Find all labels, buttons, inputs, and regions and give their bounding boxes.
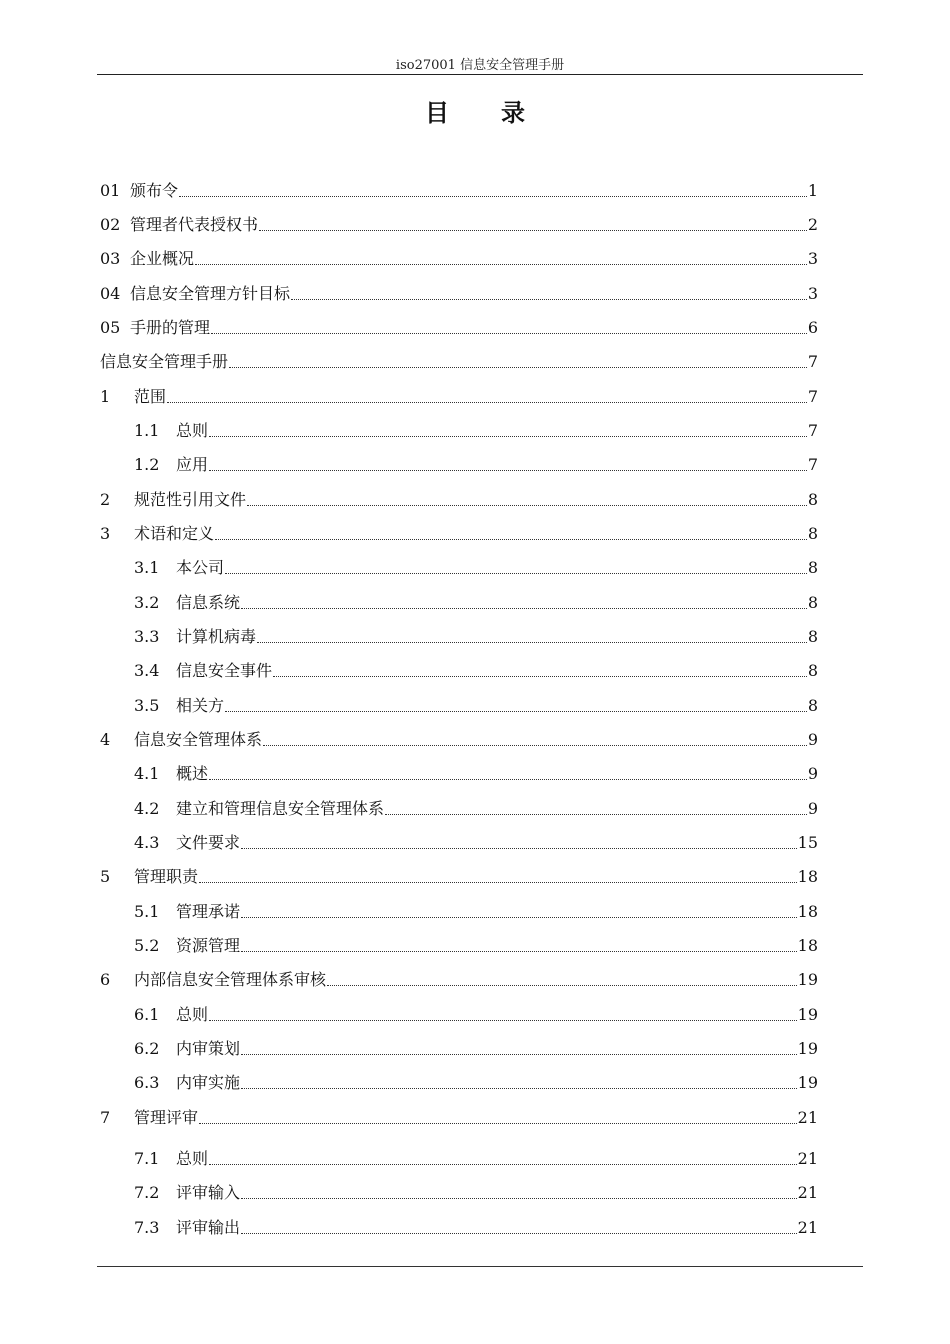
- toc-entry-number: 7.1: [134, 1149, 160, 1168]
- toc-entry-number: 5: [100, 867, 111, 886]
- toc-entry[interactable]: [100, 556, 818, 580]
- toc-entry-label: [134, 934, 240, 958]
- toc-entry-title: 信息系统: [176, 593, 241, 612]
- toc-entry-page: 8: [807, 661, 818, 680]
- toc-entry-label: [100, 282, 290, 306]
- toc-entry-title: 总则: [176, 1005, 209, 1024]
- toc-entry-page: 7: [807, 352, 818, 371]
- dot-leader: [225, 573, 807, 574]
- toc-entry[interactable]: [100, 591, 818, 615]
- dot-leader: [179, 196, 807, 197]
- toc-entry-title: 企业概况: [130, 249, 195, 268]
- toc-entry-page: 21: [797, 1183, 818, 1202]
- toc-entry[interactable]: [100, 1071, 818, 1095]
- toc-entry-number: 3.5: [134, 696, 160, 715]
- dot-leader: [167, 402, 807, 403]
- toc-entry[interactable]: [100, 247, 818, 271]
- toc-entry-title: 信息安全事件: [176, 661, 273, 680]
- toc-entry-page: 8: [807, 524, 818, 543]
- toc-entry-title: 内审实施: [176, 1073, 241, 1092]
- toc-entry[interactable]: [100, 1003, 818, 1027]
- dot-leader: [215, 539, 807, 540]
- toc-entry[interactable]: [100, 316, 818, 340]
- dot-leader: [257, 642, 807, 643]
- dot-leader: [263, 745, 807, 746]
- toc-entry[interactable]: [100, 865, 818, 889]
- toc-entry-number: 03: [100, 249, 121, 268]
- toc-entry-page: 8: [807, 490, 818, 509]
- toc-entry-title: 手册的管理: [130, 318, 211, 337]
- toc-entry-number: 04: [100, 284, 121, 303]
- toc-entry-page: 21: [797, 1108, 818, 1127]
- toc-entry-title: 建立和管理信息安全管理体系: [176, 799, 385, 818]
- toc-entry-number: 4: [100, 730, 111, 749]
- toc-entry[interactable]: [100, 213, 818, 237]
- toc-entry[interactable]: [100, 968, 818, 992]
- dot-leader: [241, 1088, 797, 1089]
- toc-entry-title: 相关方: [176, 696, 225, 715]
- toc-entry-label: [100, 179, 178, 203]
- toc-entry-page: 18: [797, 936, 818, 955]
- toc-entry-page: 19: [797, 1073, 818, 1092]
- toc-entry-label: [100, 350, 228, 374]
- toc-entry[interactable]: [100, 1181, 818, 1205]
- dot-leader: [225, 711, 807, 712]
- toc-entry-page: 6: [807, 318, 818, 337]
- toc-entry-page: 8: [807, 593, 818, 612]
- toc-entry-title: 计算机病毒: [176, 627, 257, 646]
- toc-entry-page: 19: [797, 1039, 818, 1058]
- toc-entry-number: 4.3: [134, 833, 160, 852]
- dot-leader: [211, 333, 807, 334]
- toc-entry-label: [100, 728, 262, 752]
- toc-entry[interactable]: [100, 934, 818, 958]
- toc-entry-label: [134, 1071, 240, 1095]
- toc-entry-page: 1: [807, 181, 818, 200]
- toc-entry-page: 3: [807, 284, 818, 303]
- toc-entry-label: [100, 488, 246, 512]
- dot-leader: [209, 1164, 797, 1165]
- toc-entry[interactable]: [100, 728, 818, 752]
- toc-entry-label: [134, 625, 256, 649]
- toc-entry-title: 管理评审: [134, 1108, 199, 1127]
- toc-entry[interactable]: [100, 522, 818, 546]
- page-header: iso27001 信息安全管理手册: [395, 58, 565, 73]
- toc-entry-label: [134, 453, 208, 477]
- toc-entry-number: 7.2: [134, 1183, 160, 1202]
- dot-leader: [241, 1233, 797, 1234]
- toc-entry-number: 02: [100, 215, 121, 234]
- toc-entry-number: 6.1: [134, 1005, 160, 1024]
- toc-entry-page: 21: [797, 1149, 818, 1168]
- dot-leader: [241, 608, 807, 609]
- toc-entry-title: 颁布令: [130, 181, 179, 200]
- toc-entry-title: 信息安全管理体系: [134, 730, 263, 749]
- toc-entry-label: [100, 865, 198, 889]
- toc-entry-title: 管理承诺: [176, 902, 241, 921]
- toc-entry-number: 7: [100, 1108, 111, 1127]
- dot-leader: [327, 985, 797, 986]
- dot-leader: [195, 264, 807, 265]
- toc-entry-title: 规范性引用文件: [134, 490, 247, 509]
- toc-entry-page: 9: [807, 730, 818, 749]
- toc-entry-number: 3.4: [134, 661, 160, 680]
- toc-entry-title: 资源管理: [176, 936, 241, 955]
- toc-entry-page: 2: [807, 215, 818, 234]
- toc-entry-page: 7: [807, 387, 818, 406]
- toc-entry-page: 18: [797, 867, 818, 886]
- footer-rule: [97, 1266, 863, 1267]
- toc-entry-number: 4.1: [134, 764, 160, 783]
- dot-leader: [385, 814, 807, 815]
- toc-entry-label: [134, 556, 224, 580]
- toc-entry[interactable]: [100, 419, 818, 443]
- toc-entry-label: [100, 213, 258, 237]
- toc-entry-number: 3.3: [134, 627, 160, 646]
- dot-leader: [273, 676, 807, 677]
- toc-entry-page: 21: [797, 1218, 818, 1237]
- toc-entry-number: 3.2: [134, 593, 160, 612]
- dot-leader: [209, 1020, 797, 1021]
- toc-entry-title: 范围: [134, 387, 167, 406]
- toc-entry-page: 8: [807, 627, 818, 646]
- toc-entry-label: [134, 1037, 240, 1061]
- toc-entry-title: 应用: [176, 455, 209, 474]
- toc-entry-title: 本公司: [176, 558, 225, 577]
- toc-entry-label: [134, 1181, 240, 1205]
- toc-entry-label: [100, 385, 166, 409]
- toc-entry-label: [100, 1106, 198, 1130]
- toc-entry-title: 管理职责: [134, 867, 199, 886]
- dot-leader: [199, 882, 797, 883]
- toc-entry[interactable]: [100, 1037, 818, 1061]
- toc-entry[interactable]: [100, 659, 818, 683]
- toc-entry-title: 总则: [176, 1149, 209, 1168]
- toc-entry-page: 8: [807, 696, 818, 715]
- toc-entry-title: 内部信息安全管理体系审核: [134, 970, 327, 989]
- toc-entry-title: 管理者代表授权书: [130, 215, 259, 234]
- toc-entry-title: 信息安全管理手册: [100, 352, 229, 371]
- toc-entry-number: 5.2: [134, 936, 160, 955]
- toc-entry-page: 3: [807, 249, 818, 268]
- dot-leader: [209, 779, 807, 780]
- toc-entry-page: 9: [807, 799, 818, 818]
- toc-entry-label: [134, 694, 224, 718]
- toc-entry-label: [134, 1216, 240, 1240]
- dot-leader: [241, 1054, 797, 1055]
- toc-entry-page: 15: [797, 833, 818, 852]
- toc-entry[interactable]: [100, 453, 818, 477]
- toc-entry[interactable]: [100, 1147, 818, 1171]
- dot-leader: [259, 230, 807, 231]
- toc-entry-label: [134, 419, 208, 443]
- toc-entry-page: 19: [797, 970, 818, 989]
- toc-entry-label: [134, 659, 272, 683]
- toc-entry-label: [134, 797, 384, 821]
- toc-entry-title: 信息安全管理方针目标: [130, 284, 291, 303]
- toc-entry-number: 1.2: [134, 455, 160, 474]
- toc-entry-number: 3: [100, 524, 111, 543]
- toc-entry-number: 3.1: [134, 558, 160, 577]
- toc-entry[interactable]: [100, 488, 818, 512]
- toc-entry-number: 6.2: [134, 1039, 160, 1058]
- toc-entry-number: 6: [100, 970, 111, 989]
- dot-leader: [241, 951, 797, 952]
- toc-entry[interactable]: [100, 179, 818, 203]
- toc-entry-label: [134, 591, 240, 615]
- toc-entry-label: [100, 316, 210, 340]
- dot-leader: [199, 1123, 797, 1124]
- toc-entry-number: 2: [100, 490, 111, 509]
- dot-leader: [209, 436, 807, 437]
- toc-entry-number: 6.3: [134, 1073, 160, 1092]
- toc-entry-page: 18: [797, 902, 818, 921]
- toc-entry-label: [100, 968, 326, 992]
- toc-entry-number: 1: [100, 387, 111, 406]
- toc-entry[interactable]: [100, 831, 818, 855]
- toc-entry-title: 总则: [176, 421, 209, 440]
- dot-leader: [241, 848, 797, 849]
- toc-entry[interactable]: [100, 625, 818, 649]
- dot-leader: [291, 299, 807, 300]
- dot-leader: [229, 367, 807, 368]
- toc-entry-label: [134, 762, 208, 786]
- dot-leader: [209, 470, 807, 471]
- toc-entry-label: [134, 1003, 208, 1027]
- toc-entry-number: 1.1: [134, 421, 160, 440]
- toc-entry[interactable]: [100, 1106, 818, 1130]
- toc-entry-number: 5.1: [134, 902, 160, 921]
- toc-entry[interactable]: [100, 282, 818, 306]
- toc-entry-title: 内审策划: [176, 1039, 241, 1058]
- toc-entry-number: 05: [100, 318, 121, 337]
- toc-entry-number: 4.2: [134, 799, 160, 818]
- toc-entry-page: 9: [807, 764, 818, 783]
- toc-entry[interactable]: [100, 797, 818, 821]
- toc-entry-page: 7: [807, 455, 818, 474]
- toc-entry-label: [134, 831, 240, 855]
- toc-entry[interactable]: [100, 762, 818, 786]
- toc-entry[interactable]: [100, 385, 818, 409]
- toc-entry-page: 19: [797, 1005, 818, 1024]
- dot-leader: [247, 505, 807, 506]
- toc-entry-title: 评审输出: [176, 1218, 241, 1237]
- page-title: 目录: [425, 98, 577, 127]
- toc-entry[interactable]: [100, 1216, 818, 1240]
- toc-entry[interactable]: [100, 900, 818, 924]
- toc-entry-title: 术语和定义: [134, 524, 215, 543]
- toc-entry-label: [134, 900, 240, 924]
- toc-entry[interactable]: [100, 694, 818, 718]
- dot-leader: [241, 917, 797, 918]
- toc-entry-title: 概述: [176, 764, 209, 783]
- header-rule: [97, 74, 863, 75]
- toc-entry-label: [100, 247, 194, 271]
- toc-entry-page: 8: [807, 558, 818, 577]
- toc-entry-label: [100, 522, 214, 546]
- toc-entry-number: 7.3: [134, 1218, 160, 1237]
- toc-entry-title: 评审输入: [176, 1183, 241, 1202]
- toc-entry-label: [134, 1147, 208, 1171]
- toc-entry-page: 7: [807, 421, 818, 440]
- toc-entry-number: 01: [100, 181, 121, 200]
- toc-entry-title: 文件要求: [176, 833, 241, 852]
- toc-entry[interactable]: [100, 350, 818, 374]
- dot-leader: [241, 1198, 797, 1199]
